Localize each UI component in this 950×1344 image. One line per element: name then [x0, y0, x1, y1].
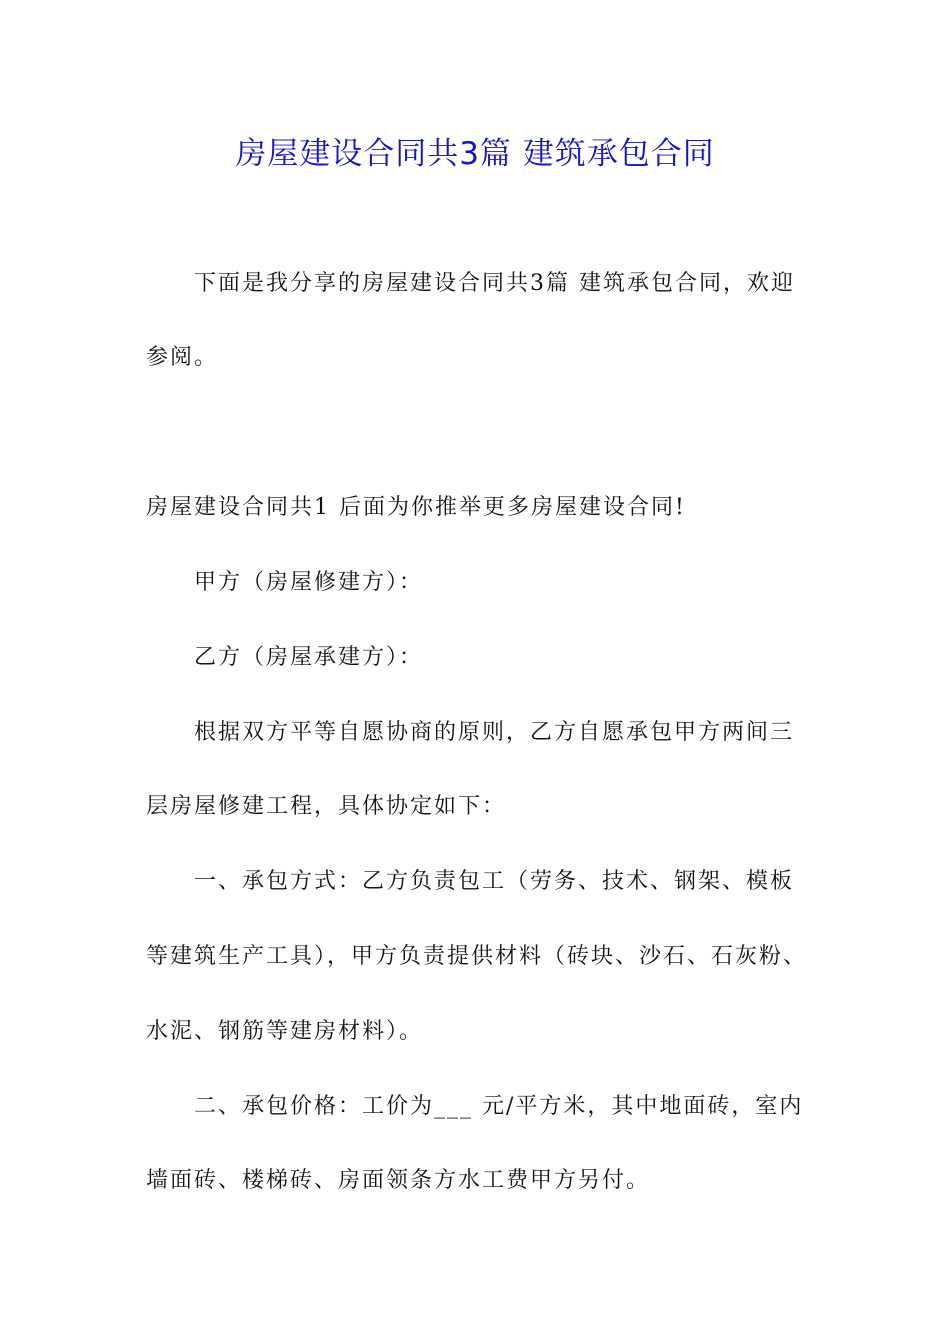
clause-1-line: 等建筑生产工具），甲方负责提供材料（砖块、沙石、石灰粉、 — [146, 944, 808, 969]
clause-1-line: 一、承包方式：乙方负责包工（劳务、技术、钢架、模板 — [194, 869, 795, 894]
section-heading: 房屋建设合同共1 后面为你推举更多房屋建设合同! — [146, 495, 686, 520]
clause-1-line: 水泥、钢筋等建房材料）。 — [146, 1019, 424, 1044]
party-a-line: 甲方（房屋修建方）： — [194, 570, 424, 595]
paragraph-line: 根据双方平等自愿协商的原则，乙方自愿承包甲方两间三 — [194, 720, 795, 745]
paragraph-line: 层房屋修建工程，具体协定如下： — [146, 794, 507, 819]
clause-2-line: 墙面砖、楼梯砖、房面领条方水工费甲方另付。 — [146, 1168, 651, 1193]
document-title: 房屋建设合同共3篇 建筑承包合同 — [235, 136, 715, 172]
intro-line-2: 参阅。 — [146, 345, 219, 370]
clause-2-line: 二、承包价格：工价为___ 元/平方米，其中地面砖，室内 — [194, 1094, 804, 1119]
party-b-line: 乙方（房屋承建方）： — [194, 645, 424, 670]
intro-line-1: 下面是我分享的房屋建设合同共3篇 建筑承包合同，欢迎 — [194, 271, 795, 296]
